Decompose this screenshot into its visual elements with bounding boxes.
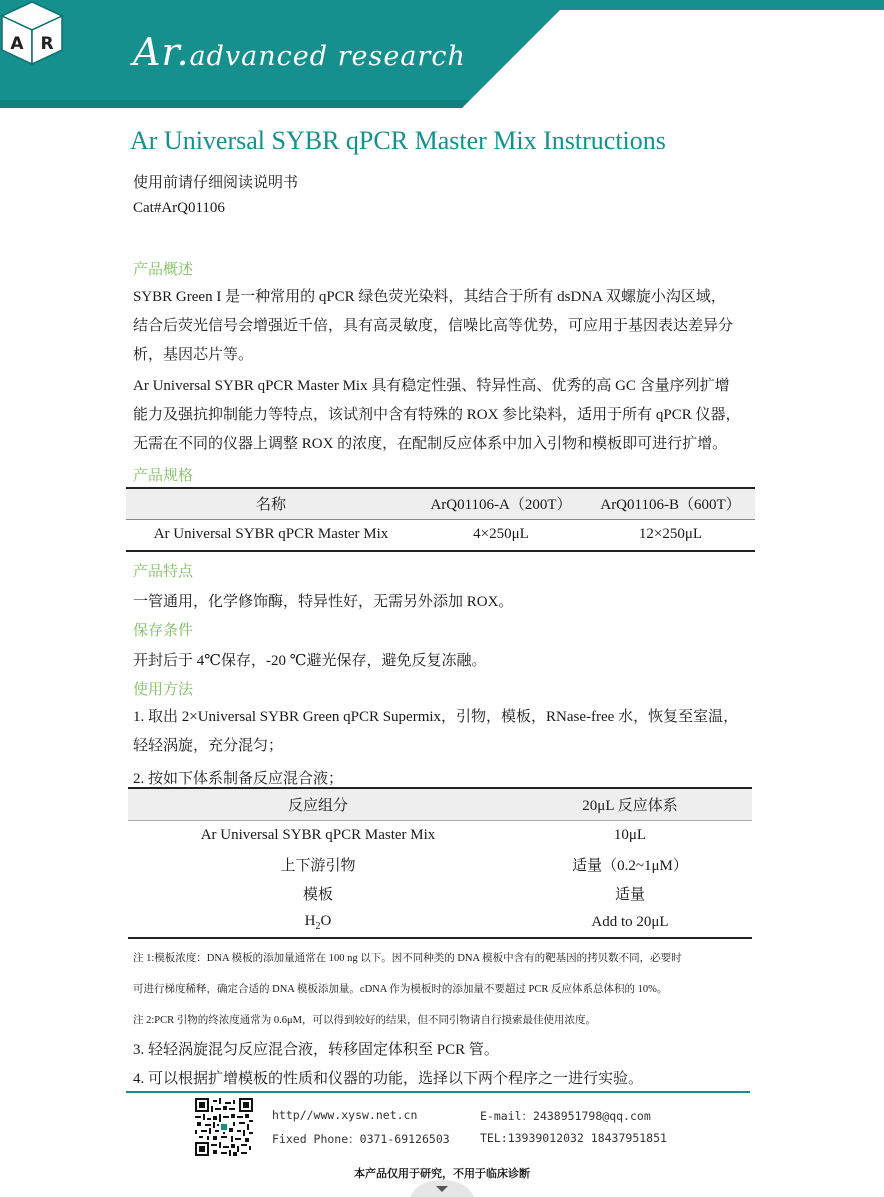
reaction-component: 模板 — [302, 887, 333, 904]
spec-value-b: 12×250μL — [638, 526, 703, 543]
brand-prefix: Ar — [133, 30, 177, 74]
footer-divider — [126, 1091, 750, 1093]
logo-icon — [0, 0, 64, 66]
footer-disclaimer: 本产品仅用于研究，不用于临床诊断 — [354, 1167, 530, 1180]
reaction-component: Ar Universal SYBR qPCR Master Mix — [200, 826, 436, 843]
method-step-1-line-2: 轻轻涡旋，充分混匀； — [133, 738, 284, 754]
spec-col-b: ArQ01106-B（600T） — [586, 488, 755, 519]
note-line-1: 注 1:模板浓度：DNA 模板的添加量通常在 100 ng 以下。因不同种类的 DNA 模板中含有的靶基因的拷贝数不同，必要时 — [133, 953, 682, 964]
table-row — [128, 820, 752, 850]
subtitle: 使用前请仔细阅读说明书 — [133, 175, 299, 191]
reaction-table — [128, 787, 752, 939]
method-step-2: 2. 按如下体系制备反应混合液； — [133, 771, 344, 787]
footer-phone: Fixed Phone：0371-69126503 — [272, 1132, 450, 1146]
header-banner — [0, 0, 884, 108]
spec-col-a: ArQ01106-A（200T） — [416, 488, 586, 519]
overview-paragraph-2 — [133, 372, 751, 459]
method-heading: 使用方法 — [133, 682, 194, 698]
qr-code-icon — [195, 1098, 253, 1156]
overview-p1-line-2: 结合后荧光信号会增强近千倍，具有高灵敏度，信噪比高等优势，可应用于基因表达差异分 — [133, 318, 734, 334]
page-title: Ar Universal SYBR qPCR Master Mix Instructions — [130, 126, 666, 155]
overview-paragraph-1 — [133, 283, 751, 370]
overview-p2-line-1: Ar Universal SYBR qPCR Master Mix 具有稳定性强、特异性高、优秀的高 GC 含量序列扩增 — [133, 378, 730, 394]
reaction-col-volume: 20μL 反应体系 — [508, 788, 752, 820]
method-step-4: 4. 可以根据扩增模板的性质和仪器的功能，选择以下两个程序之一进行实验。 — [133, 1071, 644, 1087]
reaction-volume: 适量（0.2~1μM） — [572, 857, 688, 874]
spec-col-name: 名称 — [126, 488, 416, 519]
reaction-volume: 10μL — [613, 826, 647, 843]
note-line-2: 可进行梯度稀释，确定合适的 DNA 模板添加量。cDNA 作为模板时的添加量不要超过 PCR 反应体系总体积的 10%。 — [133, 984, 668, 995]
spec-table — [126, 487, 755, 552]
reaction-col-component: 反应组分 — [128, 788, 508, 820]
notes-block — [133, 943, 753, 1036]
reaction-component-water: $H_2O$ — [304, 913, 332, 933]
brand-dot: . — [176, 30, 190, 74]
footer-tel: TEL:13939012032 18437951851 — [480, 1131, 667, 1145]
spec-heading: 产品规格 — [133, 468, 194, 484]
brand-rest: advanced research — [189, 41, 466, 72]
overview-p1-line-3: 析，基因芯片等。 — [133, 347, 254, 363]
overview-heading: 产品概述 — [133, 262, 194, 278]
spec-product-name: Ar Universal SYBR qPCR Master Mix — [153, 526, 389, 543]
logo-letter-r: R — [40, 34, 54, 54]
storage-text: 开封后于 4℃保存，-20 ℃避光保存，避免反复冻融。 — [133, 653, 487, 669]
overview-p2-line-2: 能力及强抗抑制能力等特点，该试剂中含有特殊的 ROX 参比染料，适用于所有 qPCR 仪器， — [133, 407, 741, 423]
method-step-1 — [133, 703, 751, 761]
spec-value-a: 4×250μL — [473, 526, 529, 543]
features-heading: 产品特点 — [133, 564, 194, 580]
reaction-volume: 适量 — [614, 887, 645, 904]
catalog-number: Cat#ArQ01106 — [133, 200, 225, 216]
reaction-component: 上下游引物 — [280, 857, 356, 874]
table-row — [128, 850, 752, 880]
footer-website[interactable]: http//www.xysw.net.cn — [272, 1108, 418, 1122]
chevron-down-icon[interactable] — [410, 1178, 474, 1197]
storage-heading: 保存条件 — [133, 623, 194, 639]
brand-name — [133, 30, 466, 74]
table-row — [128, 879, 752, 909]
method-step-3: 3. 轻轻涡旋混匀反应混合液，转移固定体积至 PCR 管。 — [133, 1042, 499, 1058]
method-step-1-line-1: 1. 取出 2×Universal SYBR Green qPCR Supermix，引物，模板，RNase-free 水，恢复至室温， — [133, 709, 739, 725]
reaction-table-header — [128, 788, 752, 820]
reaction-volume: Add to 20μL — [591, 914, 669, 931]
footer-email[interactable]: E-mail：2438951798@qq.com — [480, 1109, 651, 1123]
logo-letter-a: A — [10, 34, 24, 54]
overview-p1-line-1: SYBR Green I 是一种常用的 qPCR 绿色荧光染料，其结合于所有 dsDNA 双螺旋小沟区域， — [133, 289, 726, 305]
table-row — [126, 519, 755, 551]
note-line-3: 注 2:PCR 引物的终浓度通常为 0.6μM，可以得到较好的结果，但不同引物请自行摸索最佳使用浓度。 — [133, 1015, 596, 1026]
table-row — [128, 909, 752, 939]
spec-table-header — [126, 488, 755, 519]
overview-p2-line-3: 无需在不同的仪器上调整 ROX 的浓度，在配制反应体系中加入引物和模板即可进行扩增。 — [133, 436, 728, 452]
features-text: 一管通用，化学修饰酶，特异性好，无需另外添加 ROX。 — [133, 594, 514, 610]
